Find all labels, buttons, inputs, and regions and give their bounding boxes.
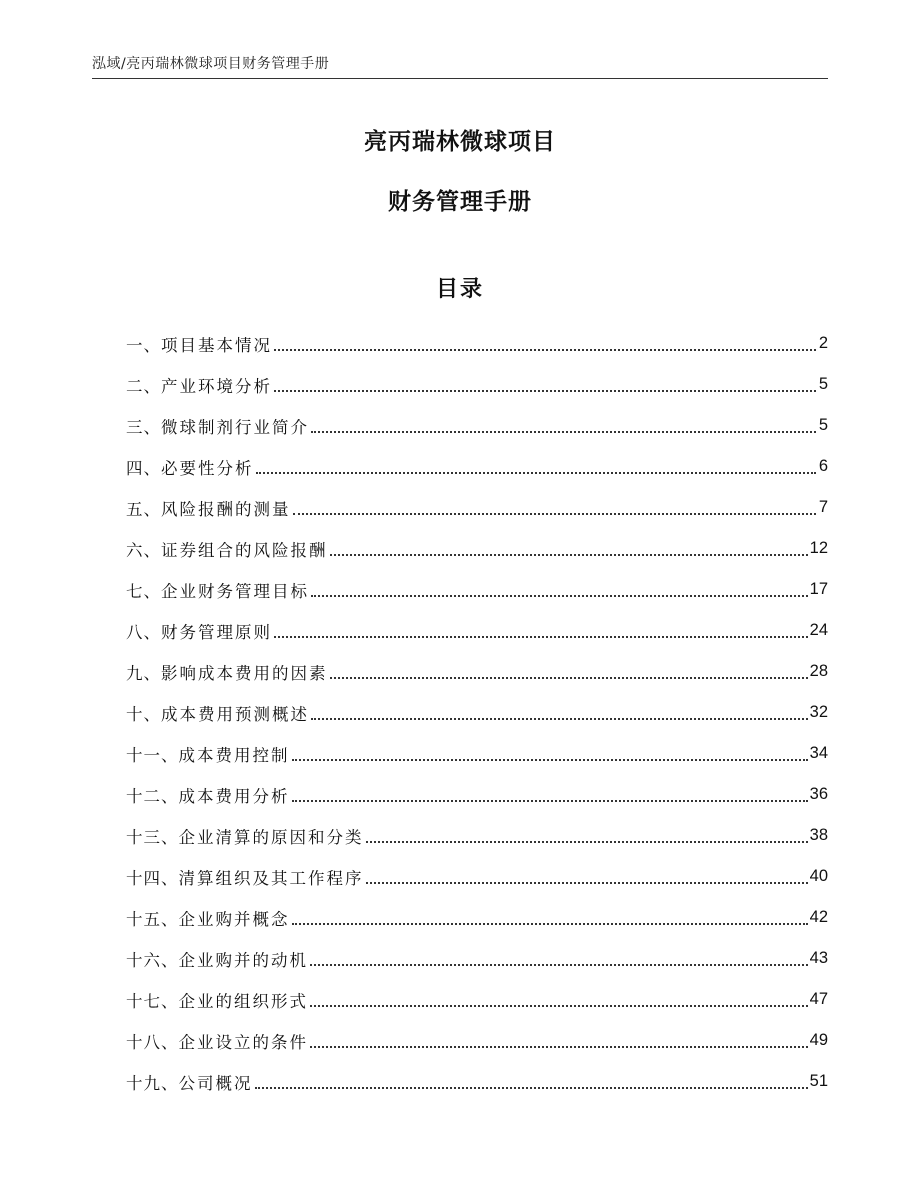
toc-entry-page: 6 bbox=[818, 457, 828, 475]
toc-entry-number: 十八、 bbox=[126, 1032, 179, 1052]
running-header: 泓域/亮丙瑞林微球项目财务管理手册 bbox=[92, 56, 330, 72]
toc-entry[interactable] bbox=[126, 651, 828, 692]
toc-entry-number: 一、 bbox=[126, 335, 161, 355]
toc-entry-number: 十、 bbox=[126, 704, 161, 724]
toc-entry[interactable] bbox=[126, 856, 828, 897]
toc-entry-number: 二、 bbox=[126, 376, 161, 396]
toc-entry-page: 17 bbox=[809, 580, 828, 598]
toc-entry-number: 十二、 bbox=[126, 786, 179, 806]
toc-leader bbox=[274, 349, 816, 351]
toc-entry-label: 证券组合的风险报酬 bbox=[161, 540, 328, 560]
toc-entry-page: 51 bbox=[809, 1072, 828, 1090]
toc-entry-number: 十六、 bbox=[126, 950, 179, 970]
toc-entry-page: 42 bbox=[809, 908, 828, 926]
toc-leader bbox=[293, 513, 817, 515]
toc-entry-page: 36 bbox=[809, 785, 828, 803]
toc-entry[interactable] bbox=[126, 446, 828, 487]
toc-leader bbox=[310, 1005, 808, 1007]
toc-entry-number: 十一、 bbox=[126, 745, 179, 765]
toc-entry[interactable] bbox=[126, 897, 828, 938]
toc-entry-page: 2 bbox=[818, 334, 828, 352]
toc-entry[interactable] bbox=[126, 815, 828, 856]
toc-entry-label: 成本费用分析 bbox=[178, 786, 290, 806]
toc-leader bbox=[274, 390, 816, 392]
toc-leader bbox=[311, 595, 808, 597]
toc-leader bbox=[311, 431, 816, 433]
header-divider bbox=[92, 78, 828, 79]
toc-entry-label: 产业环境分析 bbox=[161, 376, 272, 396]
toc-entry-number: 十七、 bbox=[126, 991, 179, 1011]
toc-entry-page: 38 bbox=[809, 826, 828, 844]
toc-entry-label: 成本费用控制 bbox=[178, 745, 290, 765]
toc-entry[interactable] bbox=[126, 569, 828, 610]
toc-leader bbox=[292, 923, 808, 925]
toc-entry-label: 必要性分析 bbox=[161, 458, 254, 478]
toc-entry-label: 企业设立的条件 bbox=[178, 1032, 308, 1052]
toc-entry-label: 企业清算的原因和分类 bbox=[178, 827, 364, 847]
toc-leader bbox=[292, 800, 808, 802]
toc-entry[interactable] bbox=[126, 405, 828, 446]
toc-entry-label: 公司概况 bbox=[178, 1073, 253, 1093]
toc-entry-label: 财务管理原则 bbox=[161, 622, 272, 642]
toc-leader bbox=[292, 759, 808, 761]
toc-entry-label: 微球制剂行业简介 bbox=[161, 417, 309, 437]
toc-entry-page: 34 bbox=[809, 744, 828, 762]
toc-entry[interactable] bbox=[126, 323, 828, 364]
toc-entry-label: 成本费用预测概述 bbox=[161, 704, 309, 724]
toc-leader bbox=[274, 636, 808, 638]
toc-entry[interactable] bbox=[126, 979, 828, 1020]
toc-entry-page: 32 bbox=[809, 703, 828, 721]
toc-entry-number: 七、 bbox=[126, 581, 161, 601]
toc-entry-page: 12 bbox=[809, 539, 828, 557]
toc-leader bbox=[310, 964, 808, 966]
toc-entry-label: 企业购并的动机 bbox=[178, 950, 308, 970]
toc-entry-number: 九、 bbox=[126, 663, 161, 683]
toc-leader bbox=[255, 1087, 808, 1089]
toc-entry-number: 十三、 bbox=[126, 827, 179, 847]
toc-leader bbox=[366, 882, 808, 884]
toc-entry-number: 十五、 bbox=[126, 909, 179, 929]
table-of-contents bbox=[126, 323, 828, 1102]
toc-entry-number: 十四、 bbox=[126, 868, 179, 888]
toc-leader bbox=[311, 718, 808, 720]
toc-entry-label: 企业购并概念 bbox=[178, 909, 290, 929]
toc-entry-number: 十九、 bbox=[126, 1073, 179, 1093]
toc-entry-number: 六、 bbox=[126, 540, 161, 560]
toc-entry[interactable] bbox=[126, 692, 828, 733]
toc-entry-number: 五、 bbox=[126, 499, 161, 519]
toc-entry[interactable] bbox=[126, 938, 828, 979]
toc-entry[interactable] bbox=[126, 774, 828, 815]
toc-leader bbox=[366, 841, 808, 843]
toc-entry-number: 四、 bbox=[126, 458, 161, 478]
toc-entry[interactable] bbox=[126, 1020, 828, 1061]
toc-entry-label: 清算组织及其工作程序 bbox=[178, 868, 364, 888]
toc-entry-page: 5 bbox=[818, 416, 828, 434]
toc-entry[interactable] bbox=[126, 364, 828, 405]
toc-entry-page: 40 bbox=[809, 867, 828, 885]
toc-heading: 目录 bbox=[435, 277, 484, 302]
toc-entry-label: 企业财务管理目标 bbox=[161, 581, 309, 601]
toc-entry-page: 24 bbox=[809, 621, 828, 639]
toc-entry-number: 三、 bbox=[126, 417, 161, 437]
document-subtitle: 财务管理手册 bbox=[388, 189, 532, 215]
toc-entry-label: 风险报酬的测量 bbox=[161, 499, 291, 519]
toc-leader bbox=[330, 677, 808, 679]
toc-entry-page: 49 bbox=[809, 1031, 828, 1049]
toc-leader bbox=[310, 1046, 808, 1048]
toc-entry-page: 5 bbox=[818, 375, 828, 393]
toc-entry[interactable] bbox=[126, 610, 828, 651]
toc-entry-page: 28 bbox=[809, 662, 828, 680]
toc-entry-label: 影响成本费用的因素 bbox=[161, 663, 328, 683]
toc-entry-page: 7 bbox=[818, 498, 828, 516]
toc-entry-label: 项目基本情况 bbox=[161, 335, 272, 355]
document-title: 亮丙瑞林微球项目 bbox=[364, 129, 556, 155]
toc-entry-page: 47 bbox=[809, 990, 828, 1008]
toc-leader bbox=[330, 554, 808, 556]
toc-entry[interactable] bbox=[126, 487, 828, 528]
toc-entry[interactable] bbox=[126, 733, 828, 774]
toc-entry-label: 企业的组织形式 bbox=[178, 991, 308, 1011]
toc-entry[interactable] bbox=[126, 1061, 828, 1102]
toc-entry-number: 八、 bbox=[126, 622, 161, 642]
toc-entry-page: 43 bbox=[809, 949, 828, 967]
toc-leader bbox=[256, 472, 817, 474]
toc-entry[interactable] bbox=[126, 528, 828, 569]
